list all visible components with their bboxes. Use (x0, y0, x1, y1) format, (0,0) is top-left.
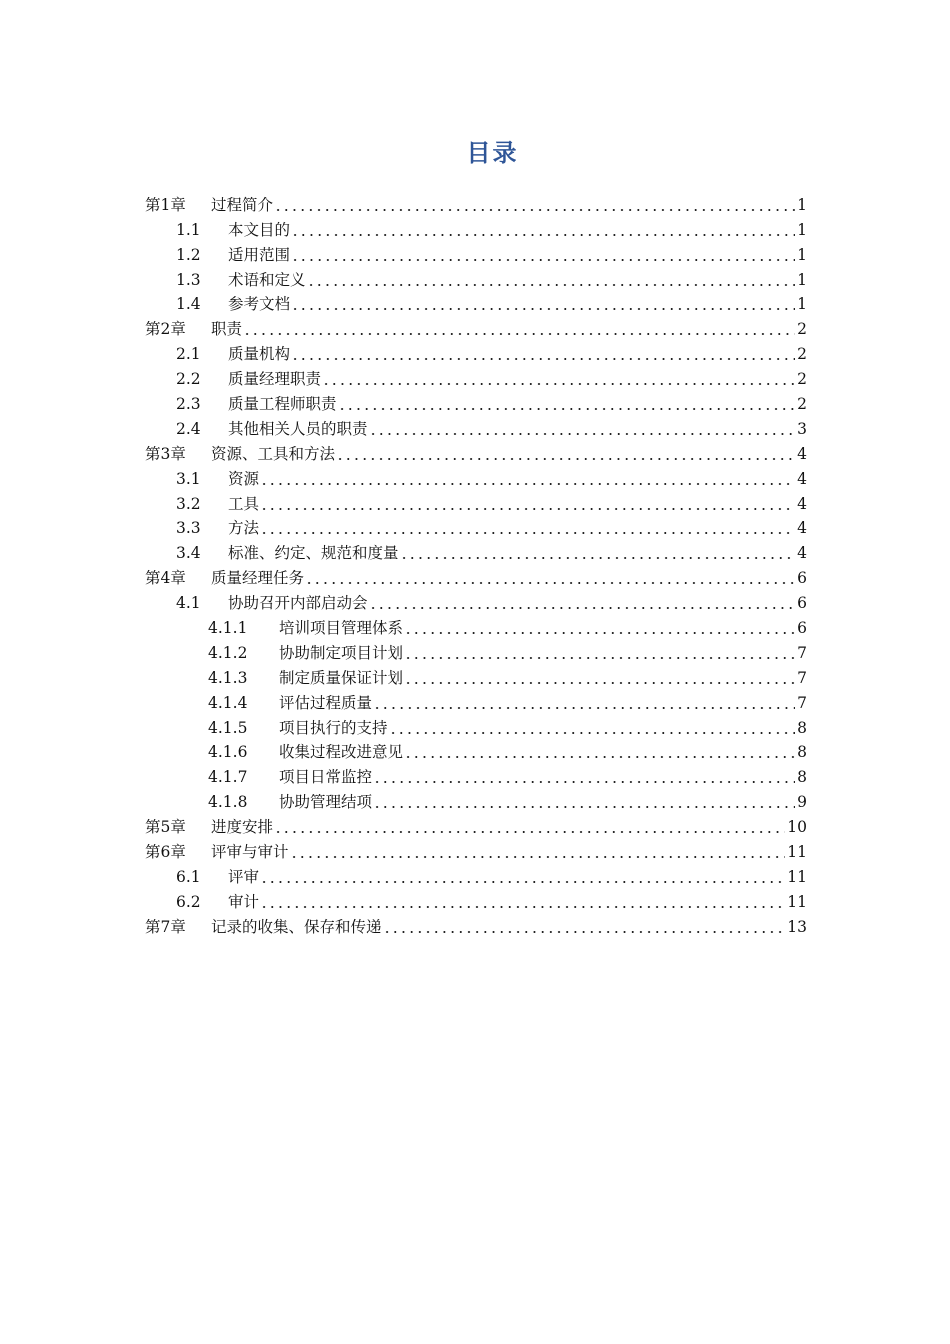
toc-entry-number: 6.1 (176, 867, 201, 886)
toc-entry-page-number: 4 (797, 519, 807, 538)
toc-entry-label: 质量经理任务 (211, 569, 305, 588)
toc-entry-label: 记录的收集、保存和传递 (211, 917, 382, 936)
toc-entry-page-number: 13 (787, 917, 807, 936)
toc-entry-number: 3.1 (176, 469, 201, 488)
toc-entry-page-number: 9 (797, 793, 807, 812)
toc-section-entry[interactable] (145, 514, 807, 539)
toc-entry-label: 项目日常监控 (279, 768, 373, 787)
toc-entry-number: 第7章 (145, 917, 186, 936)
toc-entry-number: 第1章 (145, 195, 186, 214)
toc-dot-leader (322, 383, 795, 385)
toc-section-entry[interactable] (145, 464, 807, 489)
toc-chapter-entry[interactable] (145, 812, 807, 837)
toc-section-entry[interactable] (145, 240, 807, 265)
toc-entry-label: 协助召开内部启动会 (228, 594, 368, 613)
toc-subsection-entry[interactable] (145, 663, 807, 688)
toc-entry-number: 1.2 (176, 245, 201, 264)
toc-chapter-entry[interactable] (145, 190, 807, 215)
toc-entry-page-number: 2 (797, 345, 807, 364)
toc-entry-number: 第5章 (145, 818, 186, 837)
toc-entry-number: 第4章 (145, 569, 186, 588)
toc-section-entry[interactable] (145, 339, 807, 364)
toc-entry-label: 质量经理职责 (228, 370, 322, 389)
toc-entry-page-number: 2 (797, 370, 807, 389)
toc-dot-leader (369, 607, 796, 609)
toc-entry-label: 评估过程质量 (279, 693, 373, 712)
toc-entry-label: 术语和定义 (228, 270, 306, 289)
toc-entry-label: 质量工程师职责 (228, 395, 337, 414)
toc-entry-label: 过程简介 (211, 195, 274, 214)
toc-entry-page-number: 1 (797, 195, 807, 214)
toc-section-entry[interactable] (145, 489, 807, 514)
toc-chapter-entry[interactable] (145, 314, 807, 339)
toc-entry-page-number: 11 (787, 892, 807, 911)
toc-dot-leader (400, 557, 796, 559)
toc-dot-leader (369, 433, 796, 435)
toc-entry-label: 适用范围 (228, 245, 291, 264)
toc-subsection-entry[interactable] (145, 688, 807, 713)
toc-entry-page-number: 8 (797, 743, 807, 762)
toc-dot-leader (338, 408, 796, 410)
toc-dot-leader (383, 931, 786, 933)
toc-chapter-entry[interactable] (145, 912, 807, 937)
toc-dot-leader (373, 806, 795, 808)
toc-dot-leader (336, 458, 795, 460)
toc-dot-leader (243, 333, 795, 335)
toc-entry-label: 方法 (228, 519, 260, 538)
toc-entry-page-number: 4 (797, 469, 807, 488)
toc-entry-page-number: 4 (797, 494, 807, 513)
toc-entry-label: 资源、工具和方法 (211, 444, 336, 463)
toc-entry-label: 资源 (228, 469, 260, 488)
toc-entry-page-number: 11 (787, 843, 807, 862)
toc-section-entry[interactable] (145, 588, 807, 613)
toc-section-entry[interactable] (145, 389, 807, 414)
toc-dot-leader (389, 732, 796, 734)
toc-dot-leader (404, 756, 795, 758)
toc-entry-label: 本文目的 (228, 220, 291, 239)
toc-entry-page-number: 1 (797, 295, 807, 314)
toc-entry-label: 质量机构 (228, 345, 291, 364)
toc-entry-label: 协助制定项目计划 (279, 643, 404, 662)
toc-entry-page-number: 6 (797, 569, 807, 588)
toc-entry-number: 2.3 (176, 395, 201, 414)
toc-section-entry[interactable] (145, 414, 807, 439)
toc-dot-leader (305, 582, 795, 584)
toc-subsection-entry[interactable] (145, 762, 807, 787)
toc-dot-leader (260, 483, 795, 485)
toc-entry-label: 职责 (211, 320, 243, 339)
toc-dot-leader (404, 657, 795, 659)
toc-entry-label: 项目执行的支持 (279, 718, 388, 737)
toc-entry-number: 6.2 (176, 892, 201, 911)
toc-entry-page-number: 4 (797, 544, 807, 563)
toc-dot-leader (291, 358, 795, 360)
toc-entry-number: 1.4 (176, 295, 201, 314)
toc-entry-page-number: 3 (797, 419, 807, 438)
toc-entry-label: 标准、约定、规范和度量 (228, 544, 399, 563)
toc-entry-number: 3.3 (176, 519, 201, 538)
toc-chapter-entry[interactable] (145, 837, 807, 862)
toc-entry-label: 协助管理结项 (279, 793, 373, 812)
toc-entry-number: 1.1 (176, 220, 201, 239)
toc-entry-label: 其他相关人员的职责 (228, 419, 368, 438)
toc-dot-leader (307, 284, 796, 286)
toc-entry-number: 4.1 (176, 594, 201, 613)
toc-dot-leader (373, 781, 795, 783)
toc-entry-page-number: 6 (797, 619, 807, 638)
toc-section-entry[interactable] (145, 887, 807, 912)
toc-entry-number: 2.2 (176, 370, 201, 389)
toc-dot-leader (404, 682, 795, 684)
toc-dot-leader (404, 632, 795, 634)
toc-dot-leader (291, 308, 795, 310)
toc-entry-label: 收集过程改进意见 (279, 743, 404, 762)
toc-entry-page-number: 11 (787, 867, 807, 886)
toc-subsection-entry[interactable] (145, 613, 807, 638)
toc-entry-page-number: 8 (797, 768, 807, 787)
toc-subsection-entry[interactable] (145, 638, 807, 663)
toc-entry-page-number: 4 (797, 444, 807, 463)
toc-entry-number: 第3章 (145, 444, 186, 463)
toc-entry-number: 4.1.5 (208, 718, 248, 737)
toc-title: 目录 (466, 139, 519, 167)
toc-entry-number: 4.1.3 (208, 668, 248, 687)
toc-section-entry[interactable] (145, 364, 807, 389)
toc-entry-page-number: 1 (797, 270, 807, 289)
toc-entry-label: 工具 (228, 494, 260, 513)
toc-dot-leader (260, 532, 795, 534)
toc-entry-page-number: 1 (797, 220, 807, 239)
toc-entry-label: 制定质量保证计划 (279, 668, 404, 687)
toc-entry-page-number: 1 (797, 245, 807, 264)
toc-entry-label: 参考文档 (228, 295, 291, 314)
toc-entry-number: 4.1.6 (208, 743, 248, 762)
toc-dot-leader (291, 234, 795, 236)
toc-entry-page-number: 2 (797, 395, 807, 414)
toc-entry-number: 3.4 (176, 544, 201, 563)
toc-dot-leader (290, 856, 786, 858)
toc-entry-number: 第6章 (145, 843, 186, 862)
toc-entry-page-number: 7 (797, 668, 807, 687)
toc-entry-page-number: 7 (797, 643, 807, 662)
toc-dot-leader (260, 881, 785, 883)
toc-dot-leader (260, 508, 795, 510)
toc-entry-number: 4.1.4 (208, 693, 248, 712)
toc-dot-leader (291, 259, 795, 261)
toc-entry-number: 4.1.7 (208, 768, 248, 787)
toc-entry-label: 进度安排 (211, 818, 274, 837)
toc-chapter-entry[interactable] (145, 563, 807, 588)
toc-entry-number: 2.1 (176, 345, 201, 364)
toc-section-entry[interactable] (145, 862, 807, 887)
toc-entry-page-number: 6 (797, 594, 807, 613)
toc-entry-page-number: 7 (797, 693, 807, 712)
toc-chapter-entry[interactable] (145, 439, 807, 464)
toc-entry-label: 培训项目管理体系 (279, 619, 404, 638)
toc-section-entry[interactable] (145, 265, 807, 290)
toc-subsection-entry[interactable] (145, 713, 807, 738)
toc-dot-leader (373, 707, 795, 709)
toc-entry-page-number: 8 (797, 718, 807, 737)
toc-entry-page-number: 10 (787, 818, 807, 837)
toc-dot-leader (274, 831, 785, 833)
toc-entry-number: 1.3 (176, 270, 201, 289)
toc-dot-leader (274, 209, 795, 211)
toc-entry-number: 4.1.2 (208, 643, 248, 662)
toc-entry-number: 4.1.1 (208, 619, 248, 638)
toc-entry-number: 2.4 (176, 419, 201, 438)
toc-entry-number: 3.2 (176, 494, 201, 513)
toc-dot-leader (260, 906, 785, 908)
toc-section-entry[interactable] (145, 215, 807, 240)
toc-section-entry[interactable] (145, 290, 807, 315)
toc-entry-page-number: 2 (797, 320, 807, 339)
toc-entry-label: 评审与审计 (211, 843, 289, 862)
toc-entry-label: 评审 (228, 867, 260, 886)
toc-entry-number: 第2章 (145, 320, 186, 339)
toc-subsection-entry[interactable] (145, 738, 807, 763)
toc-subsection-entry[interactable] (145, 787, 807, 812)
toc-entry-label: 审计 (228, 892, 260, 911)
toc-section-entry[interactable] (145, 538, 807, 563)
toc-list (145, 190, 807, 937)
toc-entry-number: 4.1.8 (208, 793, 248, 812)
